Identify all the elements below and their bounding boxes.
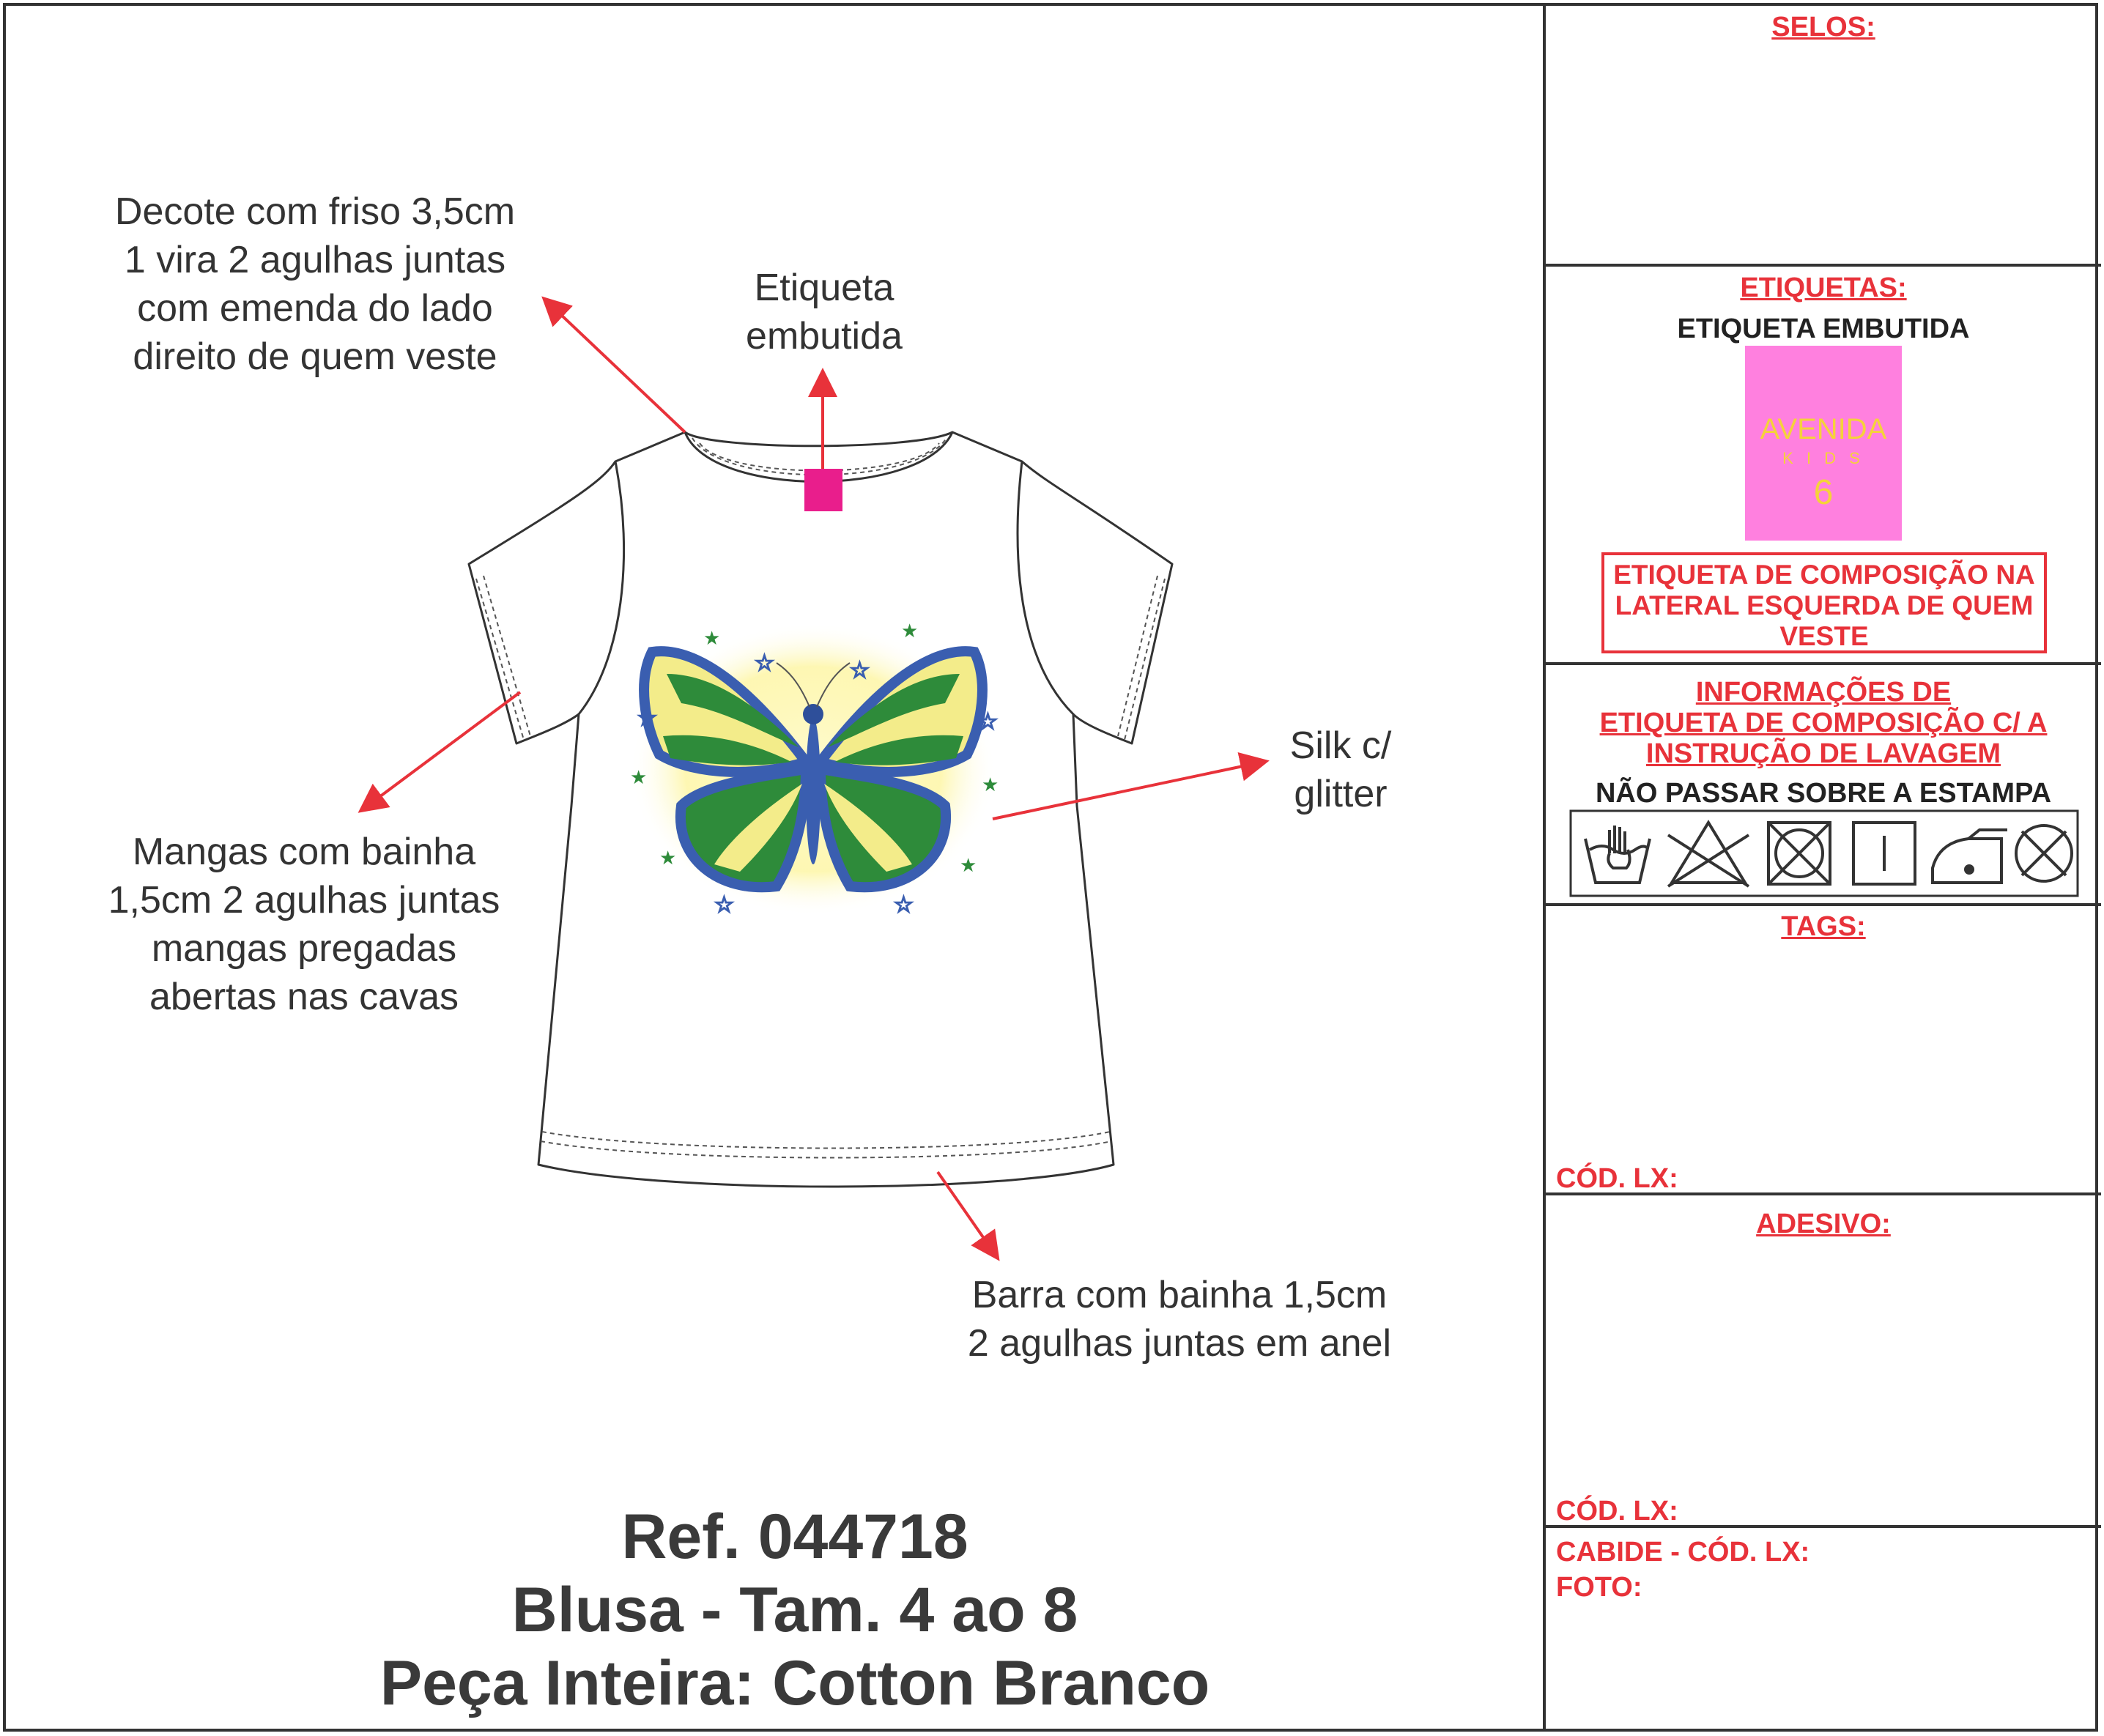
- arrow-barra: [938, 1172, 996, 1256]
- brand-name: AVENIDA: [1760, 413, 1887, 445]
- svg-text:☆: ☆: [714, 892, 734, 918]
- composicao-box: ETIQUETA DE COMPOSIÇÃO NA LATERAL ESQUERDA DE QUEM VESTE: [1601, 552, 2047, 653]
- svg-text:★: ★: [659, 847, 677, 869]
- ref-product: Blusa - Tam. 4 ao 8: [511, 1575, 1078, 1645]
- svg-text:☆: ☆: [755, 650, 774, 676]
- svg-text:★: ★: [982, 774, 999, 796]
- divider-info: [1543, 903, 2101, 906]
- ref-code: Ref. 044718: [621, 1502, 968, 1572]
- reference-block: [220, 1500, 1370, 1720]
- arrow-decote: [546, 300, 685, 432]
- svg-text:☆: ☆: [850, 658, 870, 683]
- callout-barra: Barra com bainha 1,5cm 2 agulhas juntas em anel: [967, 1274, 1392, 1365]
- divider-etiquetas: [1543, 662, 2101, 665]
- ref-fabric: Peça Inteira: Cotton Branco: [379, 1648, 1210, 1718]
- panel-divider: [1543, 3, 1546, 1732]
- arrow-mangas: [363, 692, 520, 809]
- svg-text:★: ★: [960, 855, 977, 877]
- callout-silk: Silk c/ glitter: [1289, 724, 1392, 815]
- svg-text:★: ★: [703, 628, 721, 650]
- care-symbols: [1569, 809, 2079, 897]
- label-size: 6: [1813, 473, 1834, 512]
- cod-lx-adesivo: CÓD. LX:: [1556, 1496, 1678, 1527]
- svg-text:★: ★: [630, 767, 648, 789]
- etiqueta-embutida-text: ETIQUETA EMBUTIDA: [1677, 314, 1970, 344]
- brand-label: [1745, 346, 1902, 541]
- callout-decote: Decote com friso 3,5cm 1 vira 2 agulhas juntas com emenda do lado direito de quem veste: [114, 190, 516, 378]
- info-title: INFORMAÇÕES DE ETIQUETA DE COMPOSIÇÃO C/ A INSTRUÇÃO DE LAVAGEM: [1599, 677, 2048, 769]
- selos-title: SELOS:: [1771, 12, 1875, 42]
- foto-label: FOTO:: [1556, 1572, 1642, 1603]
- svg-text:☆: ☆: [894, 892, 914, 918]
- callout-etiqueta: Etiqueta embutida: [746, 267, 903, 357]
- brand-sub: K I D S: [1782, 449, 1864, 467]
- cod-lx-tags: CÓD. LX:: [1556, 1163, 1678, 1194]
- nao-passar-text: NÃO PASSAR SOBRE A ESTAMPA: [1595, 778, 2052, 809]
- divider-selos: [1543, 264, 2101, 267]
- svg-text:★: ★: [901, 620, 919, 642]
- adesivo-title: ADESIVO:: [1756, 1209, 1891, 1239]
- callout-mangas: Mangas com bainha 1,5cm 2 agulhas juntas mangas pregadas abertas nas cavas: [108, 831, 500, 1018]
- inner-label: [804, 469, 842, 511]
- etiquetas-title: ETIQUETAS:: [1740, 272, 1907, 303]
- svg-text:☆: ☆: [637, 705, 657, 731]
- cabide-cod-lx: CABIDE - CÓD. LX:: [1556, 1537, 1810, 1568]
- tags-title: TAGS:: [1781, 911, 1866, 942]
- svg-text:☆: ☆: [978, 709, 998, 735]
